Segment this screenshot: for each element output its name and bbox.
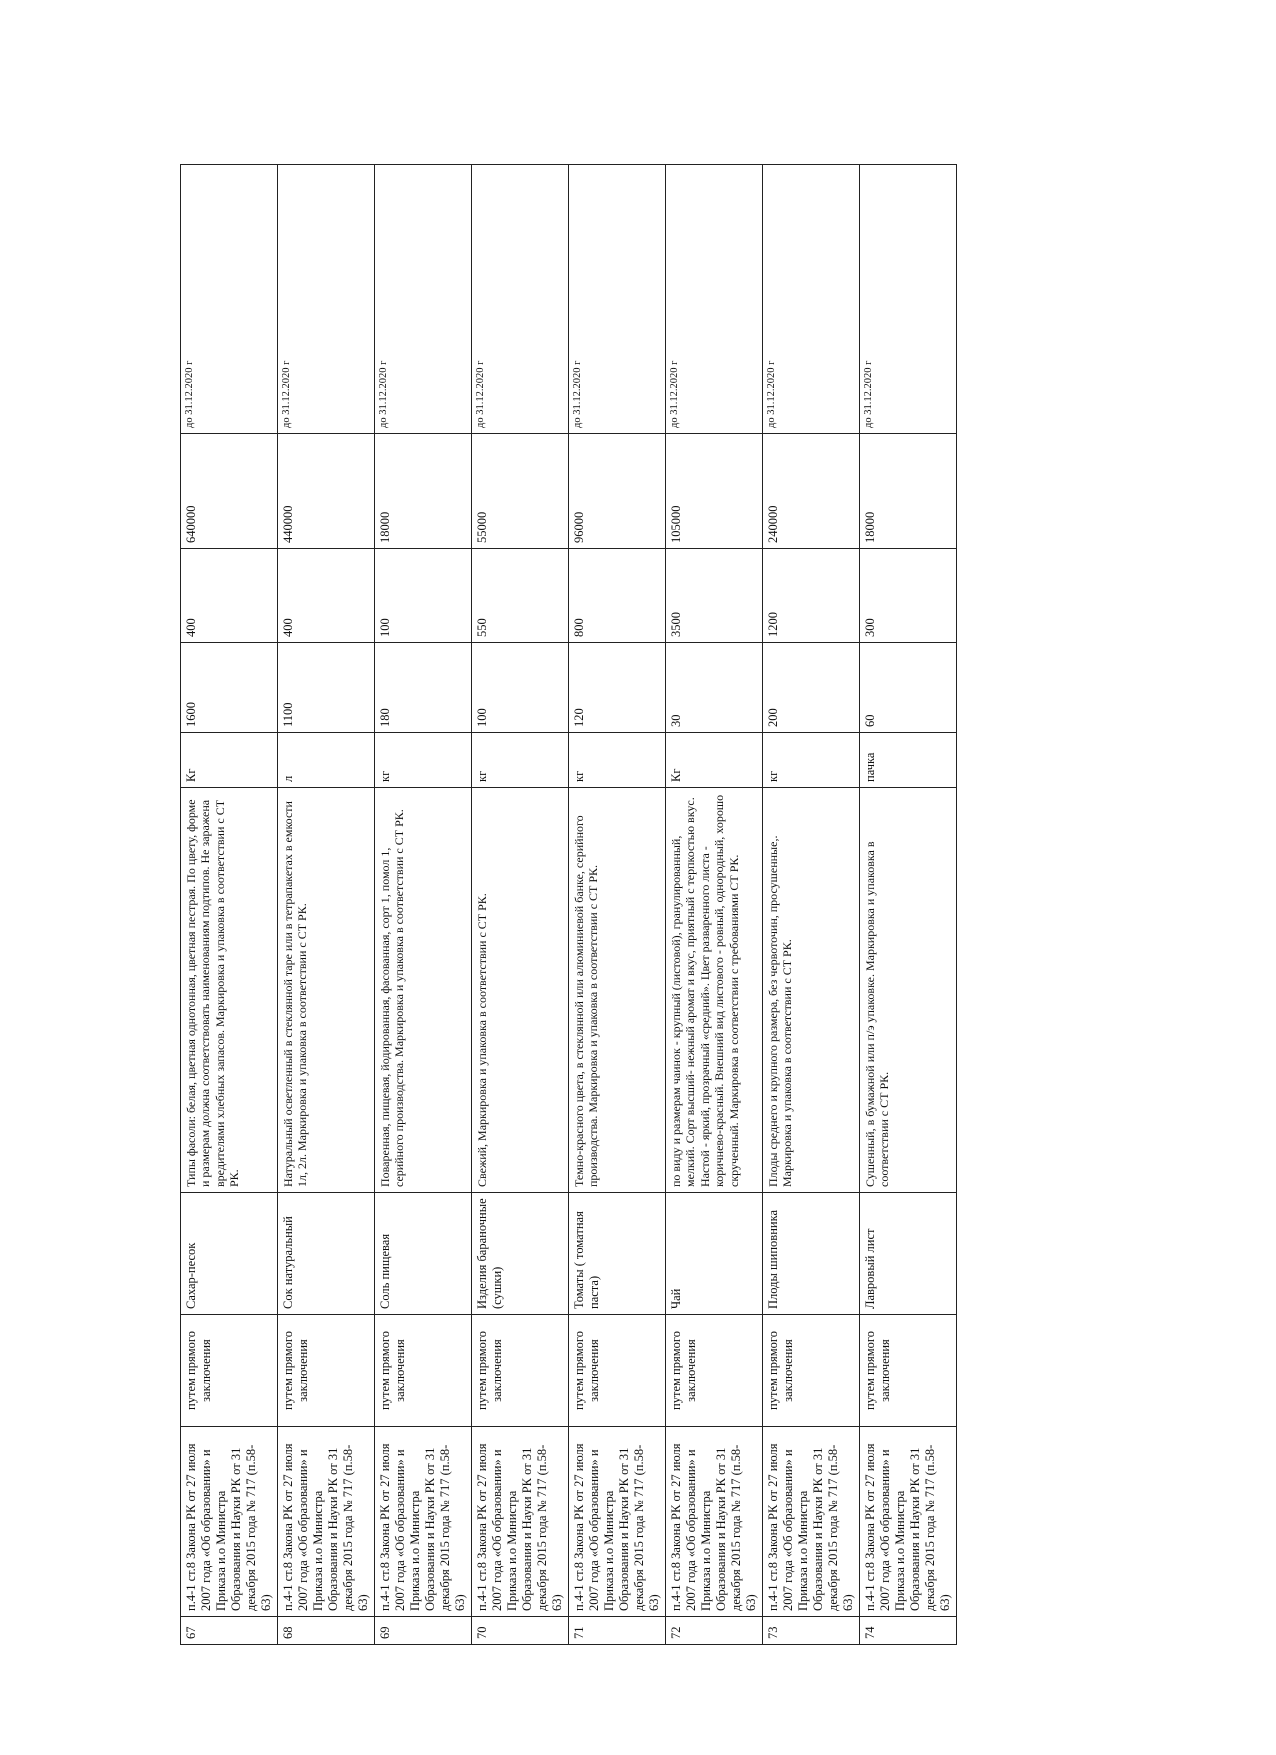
procurement-method: путем прямого заключения [860,1315,957,1427]
delivery-term: до 31.12.2020 г [472,165,569,434]
legal-basis: п.4-1 ст.8 Закона РК от 27 июля 2007 года «Об образовании» и Приказа и.о Министра Образования и Науки РК от 31 декабря 2015 года № 717 (п.58-63) [763,1427,860,1617]
unit-price: 400 [278,549,375,643]
total-sum: 105000 [666,434,763,549]
unit: кг [472,733,569,788]
unit-price: 1200 [763,549,860,643]
row-number: 70 [472,1617,569,1645]
row-number: 69 [375,1617,472,1645]
unit-price: 550 [472,549,569,643]
procurement-method: путем прямого заключения [181,1315,278,1427]
delivery-term: до 31.12.2020 г [666,165,763,434]
table-row [181,165,278,1645]
row-number: 71 [569,1617,666,1645]
row-number: 67 [181,1617,278,1645]
procurement-table [180,164,957,1645]
unit: кг [375,733,472,788]
quantity: 200 [763,643,860,733]
unit: л [278,733,375,788]
table-row [375,165,472,1645]
delivery-term: до 31.12.2020 г [278,165,375,434]
row-number: 72 [666,1617,763,1645]
table-row [569,165,666,1645]
product-description: Свежий, Маркировка и упаковка в соответствии с СТ РК. [472,788,569,1193]
rotated-table-wrapper [180,165,952,1645]
quantity: 60 [860,643,957,733]
unit: Кг [666,733,763,788]
quantity: 100 [472,643,569,733]
delivery-term: до 31.12.2020 г [375,165,472,434]
legal-basis: п.4-1 ст.8 Закона РК от 27 июля 2007 года «Об образовании» и Приказа и.о Министра Образования и Науки РК от 31 декабря 2015 года № 717 (п.58-63) [860,1427,957,1617]
product-name: Плоды шиповника [763,1193,860,1315]
delivery-term: до 31.12.2020 г [763,165,860,434]
legal-basis: п.4-1 ст.8 Закона РК от 27 июля 2007 года «Об образовании» и Приказа и.о Министра Образования и Науки РК от 31 декабря 2015 года № 717 (п.58-63) [278,1427,375,1617]
unit-price: 400 [181,549,278,643]
product-description: по виду и размерам чаинок - крупный (листовой), гранулированный, мелкий. Сорт высший- нежный аромат и вкус, приятный с терпкостью вкус. Настой - яркий, прозрачный «средний». Цвет разваренного листа - коричнево-красный. Внешний вид листового - ровный, однородный, хорошо скрученный. Маркировка в соответствии с требованиями СТ РК. [666,788,763,1193]
table-row [472,165,569,1645]
legal-basis: п.4-1 ст.8 Закона РК от 27 июля 2007 года «Об образовании» и Приказа и.о Министра Образования и Науки РК от 31 декабря 2015 года № 717 (п.58-63) [472,1427,569,1617]
product-name: Соль пищевая [375,1193,472,1315]
total-sum: 18000 [375,434,472,549]
product-name: Сок натуральный [278,1193,375,1315]
procurement-method: путем прямого заключения [763,1315,860,1427]
product-description: Натуральный осветленный в стеклянной таре или в тетрапакетах в емкости 1л, 2л. Маркировка и упаковка в соответствии с СТ РК. [278,788,375,1193]
total-sum: 18000 [860,434,957,549]
delivery-term: до 31.12.2020 г [181,165,278,434]
product-description: Типы фасоли: белая, цветная однотонная, цветная пестрая. По цвету, форме и размерам должна соответствовать наименованиям подтипов. Не заражена вредителями хлебных запасов. Маркировка и упаковка в соответствии с СТ РК. [181,788,278,1193]
row-number: 73 [763,1617,860,1645]
unit: кг [763,733,860,788]
legal-basis: п.4-1 ст.8 Закона РК от 27 июля 2007 года «Об образовании» и Приказа и.о Министра Образования и Науки РК от 31 декабря 2015 года № 717 (п.58-63) [569,1427,666,1617]
procurement-method: путем прямого заключения [375,1315,472,1427]
total-sum: 240000 [763,434,860,549]
product-description: Поваренная, пищевая, йодированная, фасованная, сорт 1, помол 1, серийного производства. Маркировка и упаковка в соответствии с СТ РК. [375,788,472,1193]
legal-basis: п.4-1 ст.8 Закона РК от 27 июля 2007 года «Об образовании» и Приказа и.о Министра Образования и Науки РК от 31 декабря 2015 года № 717 (п.58-63) [375,1427,472,1617]
product-description: Плоды среднего и крупного размера, без червоточин, просушенные,. Маркировка и упаковка в соответствии с СТ РК. [763,788,860,1193]
quantity: 120 [569,643,666,733]
unit-price: 800 [569,549,666,643]
quantity: 30 [666,643,763,733]
delivery-term: до 31.12.2020 г [860,165,957,434]
total-sum: 640000 [181,434,278,549]
unit-price: 100 [375,549,472,643]
table-row [278,165,375,1645]
procurement-method: путем прямого заключения [472,1315,569,1427]
product-name: Лавровый лист [860,1193,957,1315]
product-name: Сахар-песок [181,1193,278,1315]
quantity: 180 [375,643,472,733]
product-description: Темно-красного цвета, в стеклянной или алюминиевой банке, серийного производства. Маркировка и упаковка в соответствии с СТ РК. [569,788,666,1193]
row-number: 74 [860,1617,957,1645]
procurement-method: путем прямого заключения [666,1315,763,1427]
product-description: Сушенный, в бумажной или п/э упаковке. Маркировка и упаковка в соответствии с СТ РК. [860,788,957,1193]
product-name: Изделия бараночные (сушки) [472,1193,569,1315]
row-number: 68 [278,1617,375,1645]
unit-price: 3500 [666,549,763,643]
legal-basis: п.4-1 ст.8 Закона РК от 27 июля 2007 года «Об образовании» и Приказа и.о Министра Образования и Науки РК от 31 декабря 2015 года № 717 (п.58-63) [666,1427,763,1617]
unit-price: 300 [860,549,957,643]
unit: пачка [860,733,957,788]
procurement-method: путем прямого заключения [569,1315,666,1427]
procurement-method: путем прямого заключения [278,1315,375,1427]
table-row [860,165,957,1645]
delivery-term: до 31.12.2020 г [569,165,666,434]
table-row [666,165,763,1645]
legal-basis: п.4-1 ст.8 Закона РК от 27 июля 2007 года «Об образовании» и Приказа и.о Министра Образования и Науки РК от 31 декабря 2015 года № 717 (п.58-63) [181,1427,278,1617]
unit: Кг [181,733,278,788]
total-sum: 96000 [569,434,666,549]
quantity: 1600 [181,643,278,733]
quantity: 1100 [278,643,375,733]
product-name: Чай [666,1193,763,1315]
total-sum: 440000 [278,434,375,549]
unit: кг [569,733,666,788]
table-row [763,165,860,1645]
product-name: Томаты ( томатная паста) [569,1193,666,1315]
total-sum: 55000 [472,434,569,549]
